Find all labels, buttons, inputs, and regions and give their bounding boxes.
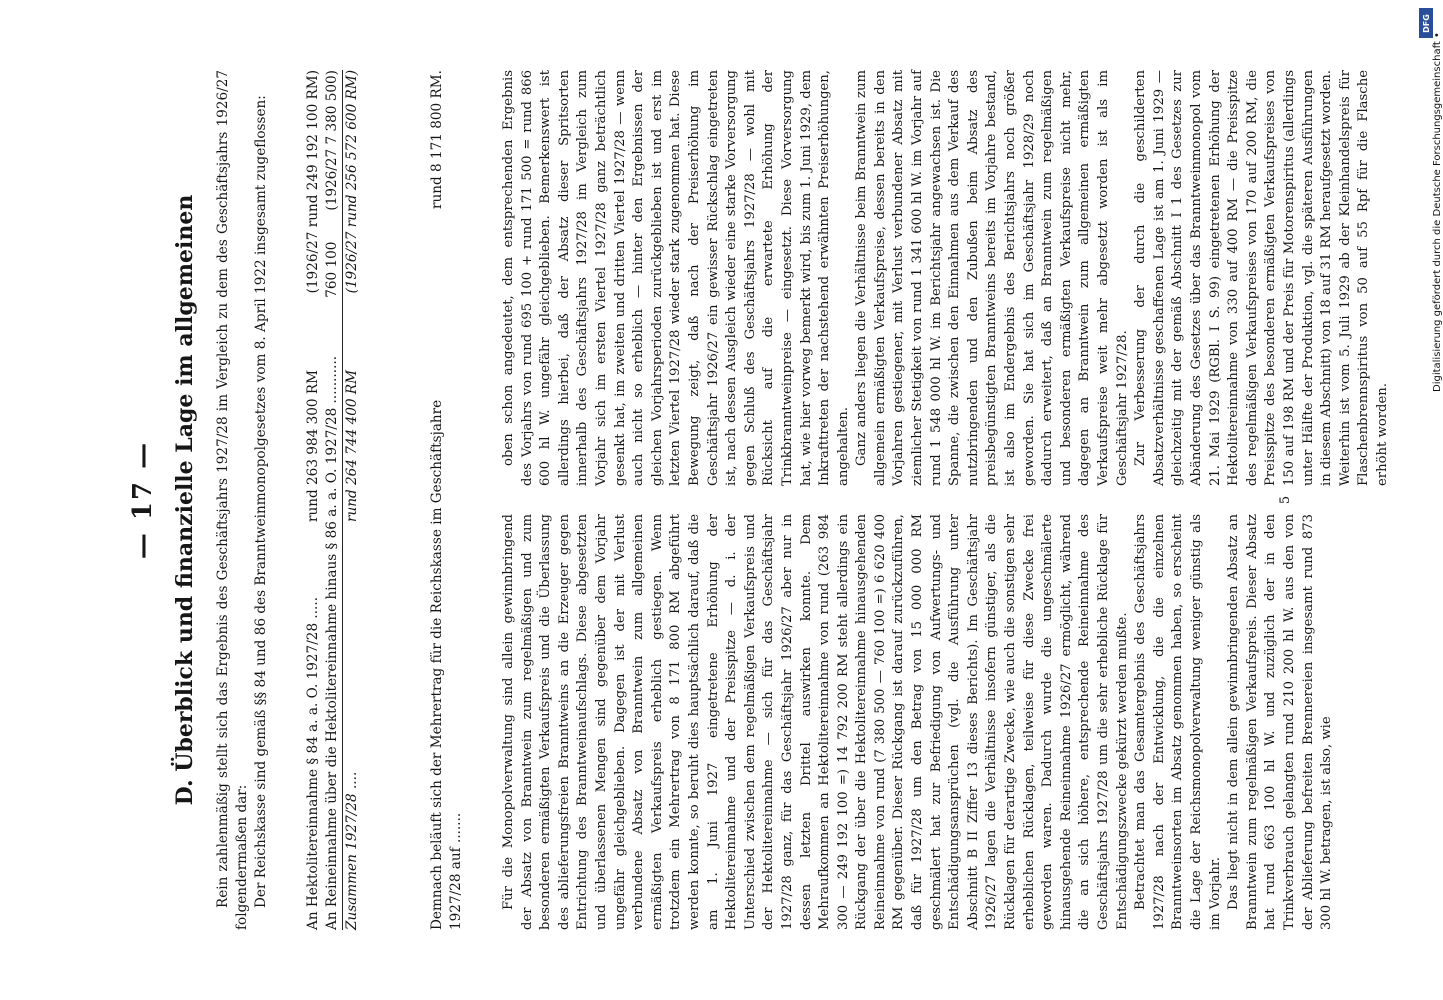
footer-number: 5: [1278, 495, 1293, 505]
credit-strip: [1418, 12, 1443, 392]
paragraph: Ganz anders liegen die Verhältnisse beim Branntwein zum allgemein ermäßigten Verkaufspreise, dessen bereits in den Vorjahren gestiegener, mit Verlust verbundener Absatz mit ziemlicher Stetigkeit von rund 1 341 600 hl W. im Vorjahr auf rund 1 548 000 hl W. im Berichtsjahr angewachsen ist. Die Spanne, die zwischen den Einnahmen aus dem Verkauf des nutzbringenden und den Zubußen beim Absatz des preisbegünstigten Branntweins bereits im Vorjahre bestand, ist also im Endergebnis des Berichtsjahrs noch größer geworden. Sie hat sich im Geschäftsjahr 1928/29 noch dadurch erweitert, daß an Branntwein zum regelmäßigen und besonderen ermäßigten Verkaufspreise nicht mehr, dagegen an Branntwein zum allgemeinen ermäßigten Verkaufspreise weit mehr abgesetzt worden ist als im Geschäftsjahr 1927/28.: [854, 70, 1130, 486]
reichskasse-paragraph: Der Reichskasse sind gemäß §§ 84 und 86 des Branntweinmonopolgesetzes vom 8. April 1922 insgesamt zugeflossen:: [253, 95, 269, 908]
mehrertrag-block: [428, 70, 466, 930]
credit-text: Digitalisierung gefördert durch die Deutsche Forschungsgemeinschaft •: [1432, 32, 1443, 392]
table-row: [304, 70, 323, 930]
section-heading: D. Überblick und finanzielle Lage im allgemeinen: [172, 194, 198, 806]
row-value-1926: (1926/27 rund 256 572 600 RM): [344, 70, 360, 294]
page-number: — 17 —: [128, 440, 158, 560]
paragraph: Betrachtet man das Gesamtergebnis des Geschäftsjahrs 1927/28 nach der Entwicklung, die die einzelnen Branntweinsorten im Absatz genommen haben, so erscheint die Lage der Reichsmonopolverwaltung weniger günstig als im Vorjahr.: [1133, 514, 1223, 930]
right-column: [500, 70, 1390, 486]
paragraph: Für die Monopolverwaltung sind allein gewinnbringend der Absatz von Branntwein zum regelmäßigen und zum besonderen ermäßigten Verkaufspreis und die Überlassung des ablieferungsfreien Branntweins an die Erzeuger gegen Entrichtung des Branntweinaufschlags. Diese abgesetzten und überlassenen Mengen sind gegenüber dem Vorjahr ungefähr gleichgeblieben. Dagegen ist der mit Verlust verbundene Absatz von Branntwein zum allgemeinen ermäßigten Verkaufspreis erheblich gestiegen. Wenn trotzdem ein Mehrertrag von 8 171 800 RM abgeführt werden konnte, so beruht dies hauptsächlich darauf, daß die am 1. Juni 1927 eingetretene Erhöhung der Hektolitereinnahme und der Preisspitze — d. i. der Unterschied zwischen dem regelmäßigen Verkaufspreis und der Hektolitereinnahme — sich für das Geschäftsjahr 1927/28 ganz, für das Geschäftsjahr 1926/27 aber nur in dessen letzten Drittel auswirken konnte. Dem Mehraufkommen an Hektolitereinnahme von rund (263 984 300 — 249 192 100 =) 14 792 200 RM steht allerdings ein Rückgang der über die Hektolitereinnahme hinausgehenden Reineinnahme von rund (7 380 500 — 760 100 =) 6 620 400 RM gegenüber. Dieser Rückgang ist darauf zurückzuführen, daß für 1927/28 um den Betrag von 15 000 000 RM geschmälert hat zur Befriedigung von Aufwertungs- und Entschädigungsansprüchen (vgl. die Ausführung unter Abschnitt B II Ziffer 13 dieses Berichts). Im Geschäftsjahr 1926/27 lagen die Verhältnisse insofern günstiger, als die Rücklagen für derartige Zwecke, wie auch die sonstigen sehr erheblichen Rücklagen, teilweise für diese Zwecke frei geworden waren. Dadurch wurde die ungeschmälerte hinausgehende Reineinnahme 1926/27 ermöglicht, während die an sich höhere, entsprechende Reineinnahme des Geschäftsjahrs 1927/28 um die sehr erhebliche Rücklage für Entschädigungszwecke gekürzt werden mußte.: [501, 514, 1130, 930]
row-value-1926: (1926/27 7 380 500): [324, 70, 340, 211]
intro-block: [214, 70, 271, 930]
row-label: An Hektolitereinnahme § 84 a. a. O. 1927/28 .....: [305, 596, 321, 930]
table-row: [323, 70, 342, 930]
intro-paragraph: Rein zahlenmäßig stellt sich das Ergebnis des Geschäftsjahrs 1927/28 im Vergleich zu dem des Geschäftsjahrs 1926/27 folgendermaßen dar:: [215, 70, 250, 930]
body-columns: [500, 70, 1390, 930]
row-value-1927: rund 263 984 300 RM: [305, 370, 321, 522]
row-value-1927: rund 264 744 400 RM: [344, 370, 360, 522]
paragraph: oben schon angedeutet, dem entsprechenden Ergebnis des Vorjahrs von rund 695 100 + rund 171 500 = rund 866 600 hl W. ungefähr gleichgeblieben. Bemerkenswert ist allerdings hierbei, daß der Absatz dieser Spritsorten innerhalb des Geschäftsjahrs 1927/28 im Vergleich zum Vorjahr sich im ersten Viertel 1927/28 ganz beträchtlich gesenkt hat, im zweiten und dritten Viertel 1927/28 — wenn auch nicht so erheblich — hinter den Ergebnissen der gleichen Vorjahrsperioden zurückgeblieben ist und erst im letzten Viertel 1927/28 wieder stark zugenommen hat. Diese Bewegung zeigt, daß nach der Preiserhöhung im Geschäftsjahr 1926/27 ein gewisser Rückschlag eingetreten ist, nach dessen Ausgleich wieder eine starke Vorversorgung gegen Schluß des Geschäftsjahrs 1927/28 — wohl mit Rücksicht auf die erwartete Erhöhung der Trinkbranntweinpreise — eingesetzt. Diese Vorversorgung hat, wie hier vorweg bemerkt wird, bis zum 1. Juni 1929, dem Inkrafttreten der nachstehend erwähnten Preiserhöhungen, angehalten.: [501, 70, 851, 486]
revenue-table: [304, 70, 362, 930]
dfg-logo-text: DFG: [1421, 13, 1431, 33]
row-label: Zusammen 1927/28 ....: [344, 771, 360, 930]
row-value-1926: (1926/27 rund 249 192 100 RM): [305, 70, 321, 294]
row-label: An Reineinnahme über die Hektolitereinnahme hinaus § 86 a. a. O. 1927/28 ...........: [324, 355, 340, 930]
paragraph: Das liegt nicht in dem allein gewinnbringenden Absatz an Branntwein zum regelmäßigen Verkaufspreis. Dieser Absatz hat rund 663 100 hl W. und zuzüglich der in den Trinkverbrauch gelangten rund 210 200 hl W. aus den von der Ablieferung befreiten Brennereien insgesamt rund 873 300 hl W. betragen, ist also, wie: [1226, 514, 1335, 930]
left-column: [500, 514, 1335, 930]
mehrertrag-text: Demnach beläuft sich der Mehrertrag für die Reichskasse im Geschäftsjahre 1927/28 auf .......: [429, 399, 464, 930]
row-value-1927: 760 100: [324, 241, 340, 298]
table-row-total: [342, 70, 362, 930]
paragraph: Zur Verbesserung der durch die geschilderten Absatzverhältnisse geschaffenen Lage ist am 1. Juni 1929 — gleichzeitig mit der gemäß Abschnitt I 1 des Gesetzes zur Abänderung des Gesetzes über das Branntweinmonopol vom 21. Mai 1929 (RGBl. I S. 99) eingetretenen Erhöhung der Hektolitereinnahme von 330 auf 400 RM — die Preisspitze des regelmäßigen Verkaufspreises von 170 auf 200 RM, die Preisspitze des besonderen ermäßigten Verkaufspreises von 150 auf 198 RM und der Preis für Motorenspiritus (allerdings unter Hälfte der Produktion, vgl. die späteren Ausführungen in diesem Abschnitt) von 18 auf 31 RM heraufgesetzt worden. Weiterhin ist vom 5. Juli 1929 ab der Kleinhandelspreis für Flaschenbrennspiritus von 50 auf 55 Rpf für die Flasche erhöht worden.: [1133, 70, 1390, 486]
rotated-page: [128, 70, 1390, 930]
mehrertrag-value: rund 8 171 800 RM.: [429, 70, 445, 210]
